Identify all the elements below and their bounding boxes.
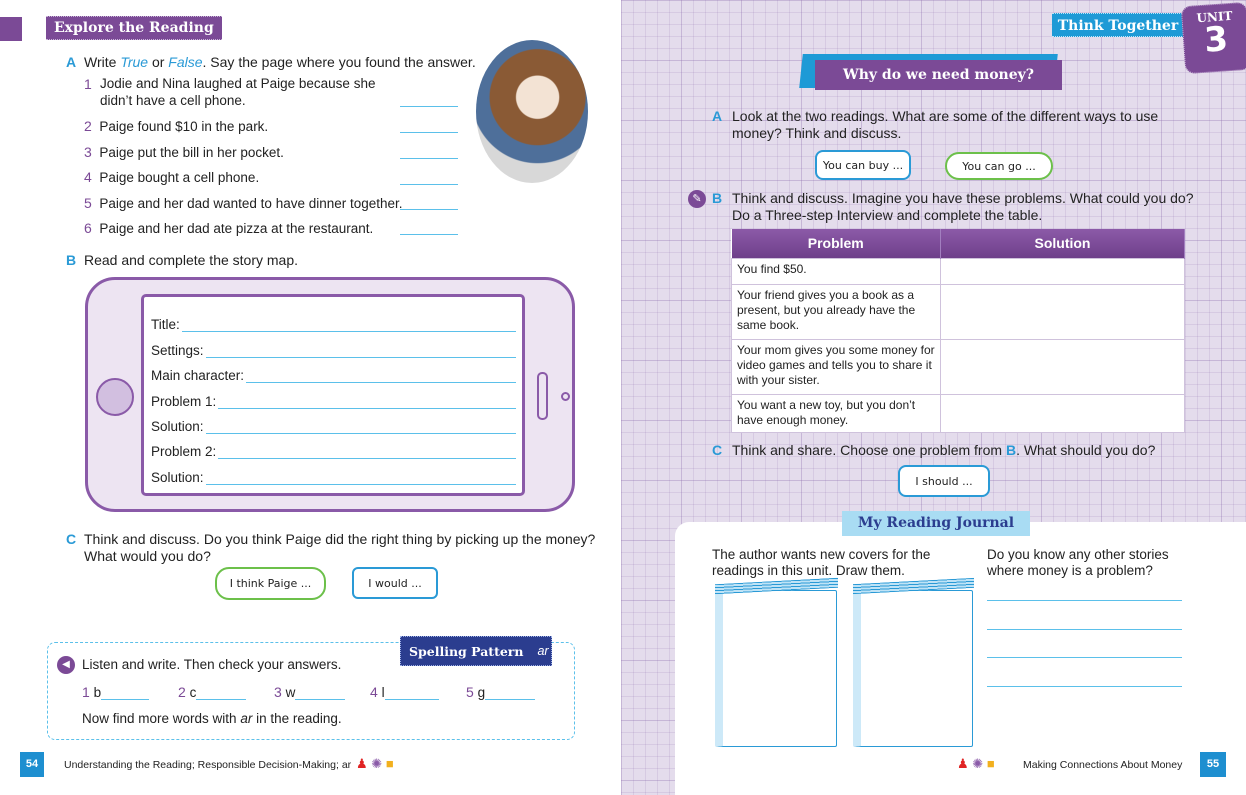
label-a: A <box>66 54 77 70</box>
story-field-problem-1[interactable]: Problem 1: <box>151 383 516 408</box>
label-a: A <box>712 108 723 124</box>
label-c: C <box>712 442 723 458</box>
solution-cell[interactable] <box>941 394 1185 432</box>
story-field-problem-2[interactable]: Problem 2: <box>151 434 516 459</box>
red-figure-icon: ♟ <box>356 756 368 771</box>
unit-tag: UNIT 3 <box>1181 2 1246 74</box>
instruction-b-2: Do a Three-step Interview and complete the table. <box>732 207 1043 223</box>
answer-line[interactable] <box>987 686 1182 687</box>
list-item: 5 Paige and her dad wanted to have dinner together. <box>84 195 403 211</box>
spelling-item[interactable]: 4 l <box>370 684 466 700</box>
answer-line[interactable] <box>987 600 1182 601</box>
lightbulb-icon: ✺ <box>371 756 383 771</box>
footer-icons <box>356 756 394 772</box>
table-row <box>732 394 1185 432</box>
book-cover-drawing-area[interactable] <box>853 590 973 747</box>
page-number: 55 <box>1200 752 1226 777</box>
speech-bubble: I think Paige ... <box>215 567 326 600</box>
puzzle-icon: ■ <box>986 756 995 771</box>
table-row <box>732 339 1185 394</box>
solution-cell[interactable] <box>941 284 1185 339</box>
instruction-c-2: What would you do? <box>84 548 211 564</box>
story-field-solution-2[interactable]: Solution: <box>151 459 516 484</box>
spelling-pattern-label: Spelling Pattern ar <box>400 636 552 666</box>
footer-text: Understanding the Reading; Responsible Decision-Making; ar <box>64 759 352 771</box>
speech-bubble: I should ... <box>898 465 990 497</box>
instruction-b: Read and complete the story map. <box>84 252 299 268</box>
answer-blank[interactable] <box>400 209 458 210</box>
story-field-settings[interactable]: Settings: <box>151 332 516 357</box>
red-figure-icon: ♟ <box>957 756 969 771</box>
solution-cell[interactable] <box>941 258 1185 284</box>
spelling-item[interactable]: 1 b <box>82 684 178 700</box>
problem-cell: Your mom gives you some money for video games and tells you to share it with your sister. <box>732 339 941 394</box>
story-field-title[interactable]: Title: <box>151 307 516 332</box>
spelling-more: Now find more words with ar in the reading. <box>82 711 342 726</box>
answer-line[interactable] <box>987 657 1182 658</box>
discussion-icon: ✎ <box>688 190 706 208</box>
book-cover-drawing-area[interactable] <box>715 590 837 747</box>
section-marker <box>0 17 22 41</box>
answer-blank[interactable] <box>400 132 458 133</box>
instruction-a-2: money? Think and discuss. <box>732 125 902 141</box>
answer-blank[interactable] <box>400 106 458 107</box>
girl-illustration <box>476 40 588 183</box>
table-row <box>732 258 1185 284</box>
spelling-box <box>47 642 575 740</box>
label-b: B <box>712 190 723 206</box>
spelling-item[interactable]: 5 g <box>466 684 562 700</box>
spelling-item[interactable]: 2 c <box>178 684 274 700</box>
answer-blank[interactable] <box>400 234 458 235</box>
section-title: Think Together <box>1052 13 1184 37</box>
problem-cell: You want a new toy, but you don’t have enough money. <box>732 394 941 432</box>
instruction-b: Think and discuss. Imagine you have these problems. What could you do? <box>732 190 1194 206</box>
puzzle-icon: ■ <box>385 756 394 771</box>
unit-question: Why do we need money? <box>815 60 1062 90</box>
table-row <box>732 284 1185 339</box>
list-item: 1 Jodie and Nina laughed at Paige because she didn’t have a cell phone. <box>84 76 376 108</box>
column-header-solution: Solution <box>941 229 1185 258</box>
lightbulb-icon: ✺ <box>972 756 984 771</box>
instruction-c: Think and discuss. Do you think Paige did the right thing by picking up the money? <box>84 531 596 547</box>
spelling-item[interactable]: 3 w <box>274 684 370 700</box>
problem-cell: You find $50. <box>732 258 941 284</box>
list-item: 4 Paige bought a cell phone. <box>84 169 260 185</box>
section-title: Explore the Reading <box>46 16 222 40</box>
answer-blank[interactable] <box>400 158 458 159</box>
instruction-a: Write True or False. Say the page where you found the answer. <box>84 54 476 70</box>
story-field-solution-1[interactable]: Solution: <box>151 409 516 434</box>
reading-journal-panel <box>675 515 1246 795</box>
page-number: 54 <box>20 752 44 777</box>
footer-text: Making Connections About Money <box>1023 759 1183 771</box>
solution-cell[interactable] <box>941 339 1185 394</box>
list-item: 3 Paige put the bill in her pocket. <box>84 144 284 160</box>
story-field-main-character[interactable]: Main character: <box>151 358 516 383</box>
list-item: 2 Paige found $10 in the park. <box>84 118 269 134</box>
column-header-problem: Problem <box>732 229 941 258</box>
problem-cell: Your friend gives you a book as a present, but you already have the same book. <box>732 284 941 339</box>
phone-home-button-icon <box>96 378 134 416</box>
audio-speaker-icon[interactable]: ◀ <box>57 656 75 674</box>
instruction-c: Think and share. Choose one problem from B. What should you do? <box>732 442 1156 458</box>
footer-icons <box>957 756 995 772</box>
left-page <box>0 0 621 795</box>
answer-blank[interactable] <box>400 184 458 185</box>
phone-dot-icon <box>561 392 570 401</box>
problem-solution-table <box>731 229 1185 433</box>
spelling-instruction: Listen and write. Then check your answers. <box>82 657 342 672</box>
right-page <box>621 0 1246 795</box>
story-map-screen <box>141 294 525 496</box>
speech-bubble: I would ... <box>352 567 438 599</box>
journal-prompt-covers: The author wants new covers for the readings in this unit. Draw them. <box>712 547 931 578</box>
speech-bubble: You can go ... <box>945 152 1053 180</box>
phone-story-map <box>85 277 575 512</box>
spelling-answers <box>82 684 562 700</box>
journal-title: My Reading Journal <box>842 511 1030 536</box>
journal-prompt-stories: Do you know any other stories where money is a problem? <box>987 547 1169 578</box>
instruction-a: Look at the two readings. What are some of the different ways to use <box>732 108 1159 124</box>
label-c: C <box>66 531 77 547</box>
list-item: 6 Paige and her dad ate pizza at the restaurant. <box>84 220 374 236</box>
phone-side-slot-icon <box>537 372 548 420</box>
label-b: B <box>66 252 77 268</box>
speech-bubble: You can buy ... <box>815 150 911 180</box>
answer-line[interactable] <box>987 629 1182 630</box>
